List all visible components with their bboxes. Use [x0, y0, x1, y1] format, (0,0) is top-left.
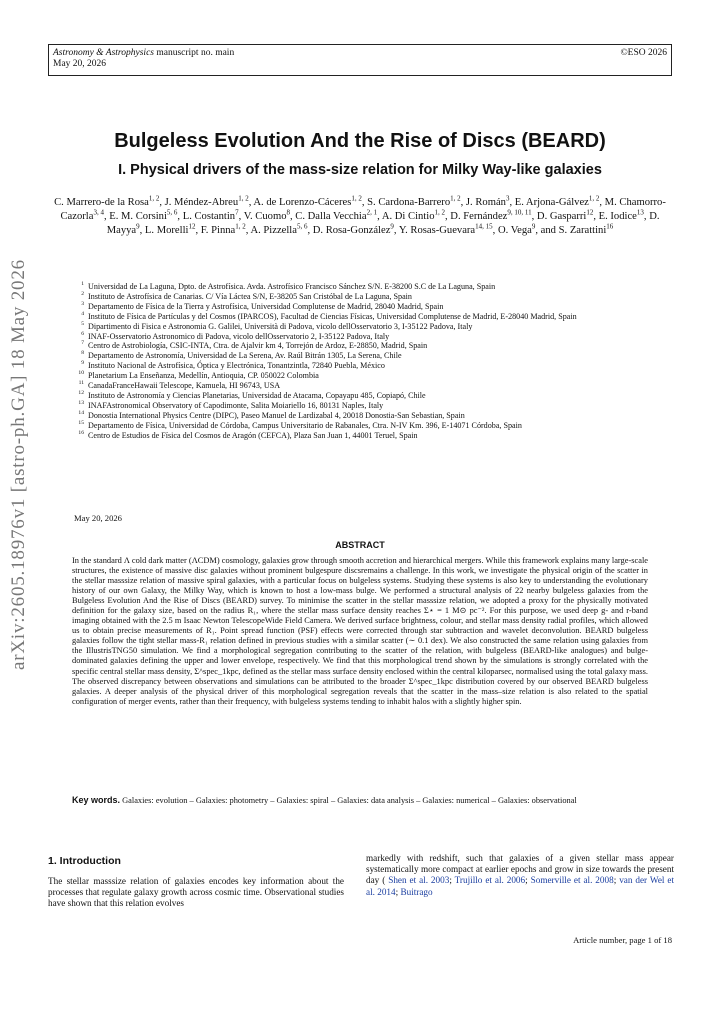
author: A. Di Cintio$^{1, 2}$ — [381, 208, 445, 223]
author-affiliation-marker: 16 — [606, 222, 614, 231]
affiliation-item — [74, 371, 680, 381]
author-affiliation-marker: 14, 15 — [475, 222, 493, 231]
keywords-text: Galaxies: evolution – Galaxies: photometry – Galaxies: spiral – Galaxies: data analysis – Galaxies: numerical – Galaxies: observational — [122, 796, 577, 805]
affiliation-item — [74, 312, 680, 322]
copyright: ©ESO 2026 — [620, 48, 667, 58]
author-affiliation-marker: 9 — [390, 222, 394, 231]
affiliation-item — [74, 332, 680, 342]
affiliation-text: Instituto de Física de Partículas y del Cosmos (IPARCOS), Facultad de Ciencias Físicas, Universidad Complutense de Madrid, E-28040 Madrid, Spain — [88, 311, 577, 321]
author: S. Zarattini$^{16}$ — [558, 222, 614, 237]
keywords — [72, 795, 648, 806]
affiliation-number: 9 — [81, 360, 84, 367]
author-affiliation-marker: 13 — [636, 208, 644, 217]
author-affiliation-marker: 3 — [505, 194, 510, 203]
author: A. Pizzella$^{5, 6}$ — [250, 222, 308, 237]
author-affiliation-marker: 8 — [286, 208, 290, 217]
author-affiliation-marker: 1, 2 — [351, 194, 362, 203]
affiliation-item — [74, 322, 680, 332]
affiliation-text: Departamento de Física, Universidad de Córdoba, Campus Universitario de Rabanales, Ctra. N-IV Km. 396, E-14071 Córdoba, Spain — [88, 420, 522, 430]
affiliation-list — [74, 282, 680, 441]
author: E. Arjona-Gálvez$^{1, 2}$ — [514, 194, 600, 208]
section-heading: 1. Introduction — [48, 855, 121, 867]
affiliation-number: 13 — [78, 399, 84, 406]
author: D. Fernández$^{9, 10, 11}$ — [450, 208, 532, 223]
manuscript-label: manuscript no. main — [156, 48, 235, 58]
author: C. Marrero-de la Rosa$^{1, 2}$ — [54, 194, 160, 208]
author: D. Gasparri$^{12}$ — [536, 208, 594, 223]
author: A. de Lorenzo-Cáceres$^{1, 2}$ — [253, 194, 362, 208]
affiliation-number: 4 — [81, 310, 84, 317]
author: O. Vega$^9$ — [497, 222, 536, 237]
affiliation-number: 8 — [81, 350, 84, 357]
affiliation-text: Instituto Nacional de Astrofísica, Óptica y Electrónica, Tonantzintla, 72840 Puebla, México — [88, 361, 385, 371]
affiliation-text: Centro de Astrobiología, CSIC-INTA, Ctra. de Ajalvir km 4, Torrejón de Ardoz, E-28850, Madrid, Spain — [88, 341, 428, 351]
header-date: May 20, 2026 — [53, 59, 107, 69]
affiliation-item — [74, 381, 680, 391]
author-affiliation-marker: 9, 10, 11 — [507, 208, 532, 217]
author: D. Rosa-González$^9$ — [312, 222, 394, 237]
affiliation-text: Centro de Estudios de Física del Cosmos de Aragón (CEFCA), Plaza San Juan 1, 44001 Teruel, Spain — [88, 430, 418, 440]
affiliation-number: 5 — [81, 320, 84, 327]
keywords-label: Key words. — [72, 795, 121, 805]
author-affiliation-marker: 7 — [235, 208, 239, 217]
affiliation-number: 16 — [78, 429, 84, 436]
author-affiliation-marker: 2, 1 — [366, 208, 378, 217]
author-affiliation-marker: 5, 6 — [166, 208, 178, 217]
affiliation-text: Departamento de Astronomía, Universidad de La Serena, Av. Raúl Bitrán 1305, La Serena, Chile — [88, 351, 402, 361]
author-affiliation-marker: 1, 2 — [235, 222, 246, 231]
author: C. Dalla Vecchia$^{2, 1}$ — [295, 208, 378, 223]
intro-right-column: markedly with redshift, such that galaxies of a given stellar mass appear systematically more compact at earlier epochs and grow in size towards the present day ( Shen et al. 2003; Trujillo et al. 2006; Somerville et al. 2008; van der Wel et al. 2014; Buitrago — [366, 853, 675, 897]
author-list: C. Marrero-de la Rosa$^{1, 2}$, J. Méndez-Abreu$^{1, 2}$, A. de Lorenzo-Cáceres$^{1, 2}$, S. Cardona-Barrero$^{1, 2}$, J. Román$^3$, E. Arjona-Gálvez$^{1, 2}$, M. Chamorro-Cazorla$^{3, 4}$, E. M. Corsini$^{5, 6}$, L. Costantin$^7$, V. Cuomo$^8$, C. Dalla Vecchia$^{2, 1}$, A. Di Cintio$^{1, 2}$, D. Fernández$^{9, 10, 11}$, D. Gasparri$^{12}$, E. Iodice$^{13}$, D. Mayya$^9$, L. Morelli$^{12}$, F. Pinna$^{1, 2}$, A. Pizzella$^{5, 6}$, D. Rosa-González$^9$, Y. Rosas-Guevara$^{14, 15}$, O. Vega$^9$, and S. Zarattini$^{16}$ — [54, 194, 666, 237]
author: Y. Rosas-Guevara$^{14, 15}$ — [398, 222, 493, 237]
citation-link[interactable]: Trujillo et al. 2006 — [454, 875, 526, 886]
affiliation-item — [74, 431, 680, 441]
affiliation-text: Dipartimento di Fisica e Astronomia G. Galilei, Università di Padova, vicolo dellOsservatorio 3, I-35122 Padova, Italy — [88, 321, 473, 331]
author: V. Cuomo$^8$ — [243, 208, 290, 223]
affiliation-text: Instituto de Astrofísica de Canarias. C/ Vía Láctea S/N, E-38205 San Cristóbal de La Laguna, Spain — [88, 291, 412, 301]
affiliation-number: 3 — [81, 300, 84, 307]
author-affiliation-marker: 3, 4 — [93, 208, 104, 217]
received-date: May 20, 2026 — [74, 513, 122, 523]
author: J. Román$^3$ — [465, 194, 510, 208]
abstract-heading: ABSTRACT — [335, 540, 385, 550]
author-affiliation-marker: 5, 6 — [296, 222, 308, 231]
affiliation-number: 2 — [81, 290, 84, 297]
affiliation-text: INAF-Osservatorio Astronomico di Padova, vicolo dellOsservatorio 2, I-35122 Padova, Italy — [88, 331, 390, 341]
affiliation-item — [74, 421, 680, 431]
affiliation-item — [74, 302, 680, 312]
affiliation-item — [74, 292, 680, 302]
author: L. Morelli$^{12}$ — [144, 222, 196, 237]
citation-link[interactable]: Buitrago — [400, 886, 433, 897]
author-affiliation-marker: 1, 2 — [588, 194, 600, 203]
affiliation-item — [74, 351, 680, 361]
affiliation-text: Instituto de Astronomía y Ciencias Planetarias, Universidad de Atacama, Copayapu 485, Copiapó, Chile — [88, 390, 426, 400]
author: M. Chamorro-Cazorla$^{3, 4}$ — [60, 197, 666, 223]
author: L. Costantin$^7$ — [182, 208, 239, 223]
affiliation-text: INAFAstronomical Observatory of Capodimonte, Salita Moiariello 16, 80131 Naples, Italy — [88, 400, 384, 410]
affiliation-item — [74, 361, 680, 371]
abstract-text: In the standard Λ cold dark matter (ΛCDM) cosmology, galaxies grow through smooth accretion and hierarchical mergers. While this framework explains many large-scale structures, the existence of massive disc galaxies without prominent bulgespure discsremains a challenge. In this work, we investigate the physical origin of the scatter in the stellar masssize relation of massive spiral galaxies, with a particular focus on bulgeless systems. Studying these systems is also key to understanding the evolutionary history of our own Galaxy, the Milky Way, which is known to host a low-mass bulge. We performed a structural analysis of 22 nearby bulgeless galaxies from the Bulgeless Evolution And the Rise of Discs (BEARD) survey. To minimise the scatter in the stellar masssize relation, we adopted a proxy for the physically motivated definition for the galaxy size, based on the radius R₁, where the stellar mass surface density reaches Σ⋆ = 1 M⊙ pc⁻². For this purpose, we used deep g- and r-band imaging obtained with the 2.5 m Isaac Newton TelescopeWide Field Camera. We derived surface brightness, colour, and stellar mass density radial profiles, which allowed us to obtain precise measurements of R₁. Point spread function (PSF) effects were corrected through star subtraction and wavelet deconvolution. BEARD bulgeless galaxies follow the tight stellar mass-R₁ relation defined in previous studies with a similar scatter (∼ 0.1 dex). We also constructed the same relation using galaxies from the IllustrisTNG50 simulation. We find a morphological segregation contributing to the scatter of the relation, with bulgeless (BEARD-like analogues) and bulge-dominated galaxies defining the upper and lower envelope, respectively. We find that this morphological trend shown by the simulations is strongly correlated with the specific central stellar mass density, Σ^spec_1kpc, defined as the stellar mass surface density enclosed within the central kiloparsec, normalised using the total galaxy mass. The observed discrepancy between observations and simulations can be attributed to the broader Σ^spec_1kpc distribution covered by our observed BEARD bulgeless galaxies. A deeper analysis of the physical driver of this morphological segregation reveals that the scatter in the mass–size relation is also related to the spatial configuration of merger events, rather than their frequency, with bulgeless systems tending to inhabit halos with a slightly higher spin. — [72, 556, 648, 706]
author-affiliation-marker: 1, 2 — [450, 194, 461, 203]
author: F. Pinna$^{1, 2}$ — [200, 222, 246, 237]
author-affiliation-marker: 12 — [188, 222, 196, 231]
paper-title: Bulgeless Evolution And the Rise of Discs (BEARD) — [114, 130, 606, 152]
paper-subtitle: I. Physical drivers of the mass-size relation for Milky Way-like galaxies — [118, 162, 602, 178]
author-affiliation-marker: 1, 2 — [434, 208, 445, 217]
author-affiliation-marker: 9 — [136, 222, 140, 231]
author-affiliation-marker: 1, 2 — [148, 194, 160, 203]
affiliation-item — [74, 341, 680, 351]
page-footer: Article number, page 1 of 18 — [573, 935, 672, 945]
affiliation-item — [74, 411, 680, 421]
affiliation-number: 10 — [78, 370, 84, 377]
intro-left-column: The stellar masssize relation of galaxies encodes key information about the processes that regulate galaxy growth across cosmic time. Observational studies have shown that this relation evolves — [48, 876, 344, 909]
affiliation-number: 12 — [78, 389, 84, 396]
affiliation-text: Donostia International Physics Centre (DIPC), Paseo Manuel de Lardizabal 4, 20018 Donostia-San Sebastian, Spain — [88, 410, 465, 420]
citation-link[interactable]: Somerville et al. 2008 — [530, 875, 614, 886]
affiliation-number: 15 — [78, 419, 84, 426]
affiliation-item — [74, 391, 680, 401]
author: S. Cardona-Barrero$^{1, 2}$ — [367, 194, 461, 208]
author-affiliation-marker: 12 — [586, 208, 594, 217]
author: E. M. Corsini$^{5, 6}$ — [109, 208, 178, 223]
affiliation-number: 1 — [81, 281, 84, 287]
affiliation-text: Departamento de Física de la Tierra y Astrofísica, Universidad Complutense de Madrid, 28040 Madrid, Spain — [88, 301, 444, 311]
citation-link[interactable]: van der Wel et al. 2014 — [366, 875, 675, 897]
affiliation-number: 6 — [81, 330, 84, 337]
intro-right-text: markedly with redshift, such that galaxies of a given stellar mass appear systematically more compact at earlier epochs and grow in size towards the present day ( — [366, 853, 674, 886]
affiliation-item — [74, 282, 680, 292]
affiliation-text: CanadaFranceHawaii Telescope, Kamuela, HI 96743, USA — [88, 381, 281, 391]
affiliation-text: Planetarium La Enseñanza, Medellín, Antioquia, CP. 050022 Colombia — [88, 371, 319, 381]
arxiv-identifier[interactable]: arXiv:2605.18976v1 [astro-ph.GA] 18 May 2026 — [8, 259, 29, 670]
author: E. Iodice$^{13}$ — [598, 208, 644, 223]
author-affiliation-marker: 1, 2 — [238, 194, 249, 203]
author: D. Mayya$^9$ — [106, 211, 660, 237]
affiliation-number: 11 — [78, 380, 84, 387]
journal-header — [48, 44, 672, 76]
affiliation-number: 14 — [78, 409, 84, 416]
author-affiliation-marker: 9 — [531, 222, 536, 231]
affiliation-text: Universidad de La Laguna, Dpto. de Astrofísica. Avda. Astrofísico Francisco Sánchez S/N. E-38200 S.C de La Laguna, Spain — [88, 282, 496, 291]
affiliation-number: 7 — [81, 340, 84, 347]
citation-link[interactable]: Shen et al. 2003 — [388, 875, 450, 886]
affiliation-item — [74, 401, 680, 411]
journal-name: Astronomy & Astrophysics — [53, 48, 154, 58]
author: J. Méndez-Abreu$^{1, 2}$ — [164, 194, 249, 208]
